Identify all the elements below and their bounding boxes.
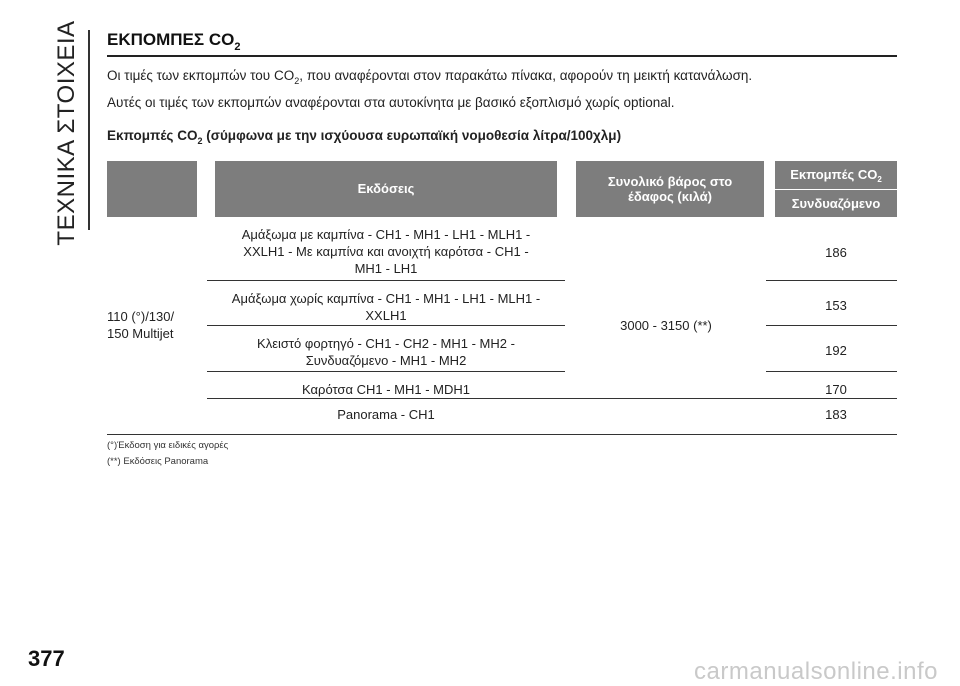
page-number: 377 <box>28 646 65 671</box>
header-versions: Εκδόσεις <box>215 161 557 217</box>
watermark: carmanualsonline.info <box>694 658 938 685</box>
header-blank-cell <box>107 161 197 217</box>
row-divider <box>207 398 897 399</box>
table-row-value: 170 <box>825 382 847 397</box>
row-divider <box>207 325 565 326</box>
row-divider <box>207 371 565 372</box>
weight-cell: 3000 - 3150 (**) <box>620 318 712 333</box>
table-bottom-rule <box>107 434 897 435</box>
footnote: (°)Έκδοση για ειδικές αγορές <box>107 440 229 451</box>
row-divider <box>766 371 897 372</box>
row-divider <box>766 325 897 326</box>
table-row-version: Panorama - CH1 <box>337 407 435 422</box>
table-row-version: Αμάξωμα χωρίς καμπίνα - CH1 - MH1 - LH1 - MLH1 - XXLH1 <box>231 291 541 323</box>
chapter-title: ΤΕΧΝΙΚΑ ΣΤΟΙΧΕΙΑ <box>53 20 80 246</box>
header-combined: Συνδυαζόμενο <box>775 190 897 217</box>
intro-paragraph: Οι τιμές των εκπομπών του $CO_2$, που αναφέρονται στον παρακάτω πίνακα, αφορούν τη μεικτή κατανάλωση. <box>107 68 753 86</box>
table-title: Εκπομπές $CO_2$ (σύμφωνα με την ισχύουσα ευρωπαϊκή νομοθεσία λίτρα/100χλμ) <box>107 128 622 146</box>
table-row-value: 186 <box>825 245 847 260</box>
table-row-version: Κλειστό φορτηγό - CH1 - CH2 - MH1 - MH2 - Συνδυαζόμενο - MH1 - MH2 <box>257 336 515 368</box>
footnote: (**) Εκδόσεις Panorama <box>107 456 209 467</box>
section-heading: ΕΚΠΟΜΠΕΣ $CO_2$ <box>107 30 897 57</box>
table-row-value: 153 <box>825 298 847 313</box>
table-row-version: Αμάξωμα με καμπίνα - CH1 - MH1 - LH1 - MLH1 - XXLH1 - Με καμπίνα και ανοιχτή καρότσα - CH1 - MH1 - LH1 <box>241 227 531 276</box>
row-divider <box>766 280 897 281</box>
row-divider <box>207 280 565 281</box>
engine-cell: 110 (°)/130/ 150 Multijet <box>107 309 175 341</box>
table-row-value: 183 <box>825 407 847 422</box>
note-paragraph: Αυτές οι τιμές των εκπομπών αναφέρονται στα αυτοκίνητα με βασικό εξοπλισμό χωρίς optional. <box>107 95 675 110</box>
header-weight: Συνολικό βάρος στο έδαφος (κιλά) <box>576 161 764 217</box>
table-row-value: 192 <box>825 343 847 358</box>
table-row-version: Καρότσα CH1 - MH1 - MDH1 <box>302 382 470 397</box>
header-emissions: Εκπομπές $CO_2$ <box>775 161 897 190</box>
chapter-rule <box>88 30 90 230</box>
